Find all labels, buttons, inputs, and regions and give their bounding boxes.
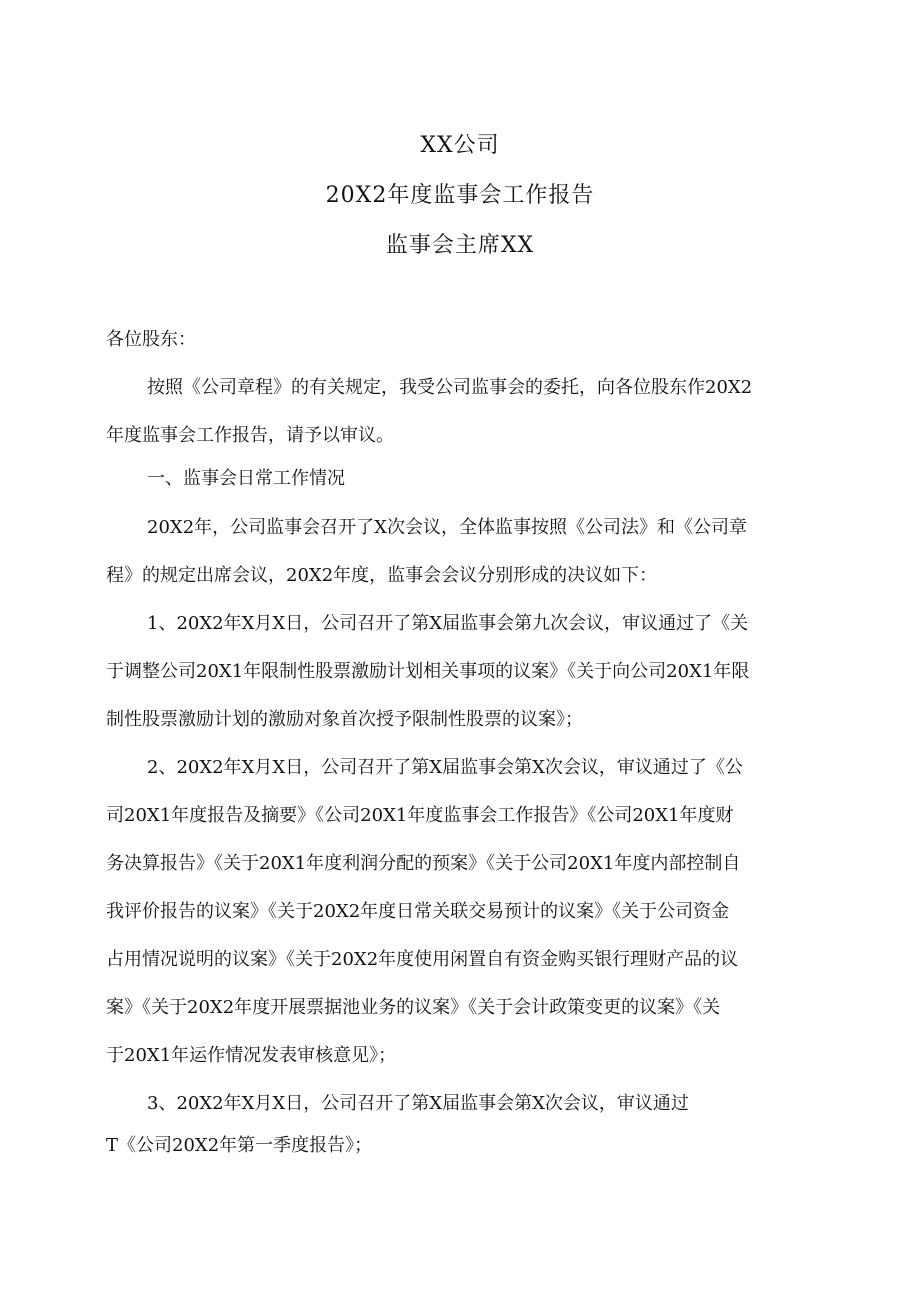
paragraph-line: 务决算报告》《关于20X1年度利润分配的预案》《关于公司20X1年度内部控制自 (106, 853, 741, 874)
paragraph-line: 按照《公司章程》的有关规定，我受公司监事会的委托，向各位股东作20X2 (147, 377, 753, 398)
paragraph-line: 2、20X2年X月X日，公司召开了第X届监事会第X次会议，审议通过了《公 (147, 757, 743, 778)
paragraph-line: 20X2年，公司监事会召开了X次会议，全体监事按照《公司法》和《公司章 (147, 517, 747, 538)
paragraph-line: 占用情况说明的议案》《关于20X2年度使用闲置自有资金购买银行理财产品的议 (106, 949, 739, 970)
paragraph-line: 于调整公司20X1年限制性股票激励计划相关事项的议案》《关于向公司20X1年限 (106, 661, 750, 682)
paragraph-line: 制性股票激励计划的激励对象首次授予限制性股票的议案》； (106, 709, 583, 730)
paragraph-line: 司20X1年度报告及摘要》《公司20X1年度监事会工作报告》《公司20X1年度财 (106, 805, 734, 826)
paragraph-line: 案》《关于20X2年度开展票据池业务的议案》《关于会计政策变更的议案》《关 (106, 997, 721, 1018)
paragraph-line: 程》的规定出席会议，20X2年度，监事会会议分别形成的决议如下： (106, 565, 658, 586)
report-title: 20X2年度监事会工作报告 (325, 183, 595, 208)
paragraph-line: 1、20X2年X月X日，公司召开了第X届监事会第九次会议，审议通过了《关 (147, 613, 749, 634)
salutation: 各位股东： (106, 329, 196, 350)
company-title: XX公司 (420, 133, 500, 158)
paragraph-line: 年度监事会工作报告，请予以审议。 (106, 425, 394, 446)
paragraph-line: T《公司20X2年第一季度报告》； (106, 1135, 373, 1156)
reporter-title: 监事会主席XX (385, 233, 535, 258)
section-heading: 一、监事会日常工作情况 (147, 468, 345, 489)
paragraph-line: 3、20X2年X月X日，公司召开了第X届监事会第X次会议，审议通过 (147, 1093, 689, 1114)
paragraph-line: 我评价报告的议案》《关于20X2年度日常关联交易预计的议案》《关于公司资金 (106, 901, 730, 922)
paragraph-line: 于20X1年运作情况发表审核意见》； (106, 1045, 397, 1066)
